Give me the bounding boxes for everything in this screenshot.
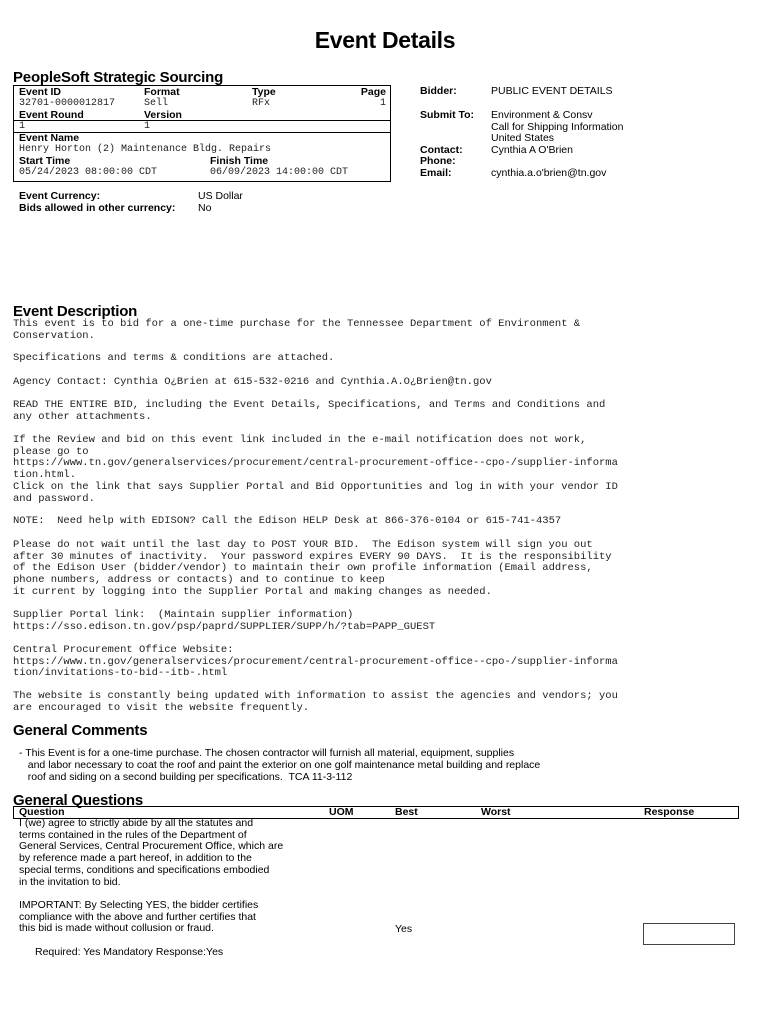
submit-to-label: Submit To: — [420, 109, 475, 121]
contact-label: Contact: — [420, 144, 463, 156]
event-name-label: Event Name — [19, 132, 80, 144]
description-paragraph: The website is constantly being updated with information to assist the agencies and vendors; you are encouraged to visit the website frequently. — [13, 690, 618, 714]
finish-time-label: Finish Time — [210, 155, 269, 167]
description-paragraph: NOTE: Need help with EDISON? Call the Edison HELP Desk at 866-376-0104 or 615-741-4357 — [13, 515, 562, 527]
worst-column-header: Worst — [481, 806, 511, 818]
event-id-label: Event ID — [19, 86, 62, 98]
best-value: Yes — [395, 923, 413, 935]
finish-time-value: 06/09/2023 14:00:00 CDT — [210, 167, 349, 178]
version-label: Version — [144, 109, 182, 121]
bidder-value: PUBLIC EVENT DETAILS — [491, 85, 613, 97]
format-label: Format — [144, 86, 180, 98]
description-paragraph: Please do not wait until the last day to POST YOUR BID. The Edison system will sign you out after 30 minutes of inactivity. Your password expires EVERY 90 DAYS. It is the responsibility of the Edison User (bidder/vendor) to maintain their own profile information (Email address, phone numbers, address or contacts) and to continue to keep it current by logging into the Supplier Portal and making changes as needed. — [13, 539, 612, 598]
event-name-value: Henry Horton (2) Maintenance Bldg. Repairs — [19, 144, 272, 155]
response-column-header: Response — [644, 806, 695, 818]
description-paragraph: Agency Contact: Cynthia O¿Brien at 615-532-0216 and Cynthia.A.O¿Brien@tn.gov — [13, 376, 492, 388]
currency-value: US Dollar — [198, 190, 243, 202]
event-id-value: 32701-0000012817 — [19, 98, 116, 109]
type-label: Type — [252, 86, 276, 98]
page-title: Event Details — [314, 27, 456, 53]
bidder-label: Bidder: — [420, 85, 457, 97]
best-column-header: Best — [395, 806, 418, 818]
format-value: Sell — [144, 98, 169, 109]
question-text: I (we) agree to strictly abide by all the statutes and terms contained in the rules of the Department of General Services, Central Procurement Office, which are by reference made a part hereof, in addition to the special terms, conditions and specifications embodied in the invitation to bid. IMPORTANT: By Selecting YES, the bidder certifies compliance with the above and further certifies that this bid is made without collusion or fraud. — [19, 817, 284, 935]
uom-column-header: UOM — [329, 806, 354, 818]
email-value: cynthia.a.o'brien@tn.gov — [491, 167, 607, 179]
response-input[interactable] — [643, 923, 735, 945]
description-paragraph: Central Procurement Office Website: https://www.tn.gov/generalservices/procurement/central-procurement-office--cpo-/supplier-informa tion/invitations-to-bid--itb-.html — [13, 644, 618, 680]
email-label: Email: — [420, 167, 452, 179]
other-currency-value: No — [198, 202, 212, 214]
phone-label: Phone: — [420, 155, 456, 167]
event-round-label: Event Round — [19, 109, 84, 121]
page-value: 1 — [379, 98, 386, 109]
event-description-heading: Event Description — [13, 303, 138, 320]
page-label: Page — [360, 86, 386, 98]
description-paragraph: If the Review and bid on this event link included in the e-mail notification does not work, please go to https://www.tn.gov/generalservices/procurement/central-procurement-office--cpo-/supplier-informa tion.html. Click on the link that says Supplier Portal and Bid Opportunities and log in with your vendor ID and password. — [13, 434, 618, 505]
required-text: Required: Yes Mandatory Response:Yes — [35, 946, 224, 958]
start-time-label: Start Time — [19, 155, 71, 167]
submit-line: Environment & Consv — [491, 109, 593, 121]
question-column-header: Question — [19, 806, 65, 818]
other-currency-label: Bids allowed in other currency: — [19, 202, 176, 214]
event-round-value: 1 — [19, 121, 26, 132]
description-paragraph: Supplier Portal link: (Maintain supplier information) https://sso.edison.tn.gov/psp/paprd/SUPPLIER/SUPP/h/?tab=PAPP_GUEST — [13, 609, 436, 633]
submit-line: Cynthia A O'Brien — [491, 144, 573, 156]
submit-line: United States — [491, 132, 555, 144]
general-comments-heading: General Comments — [13, 722, 148, 739]
general-comments-text: - This Event is for a one-time purchase. The chosen contractor will furnish all material, equipment, supplies and labor necessary to coat the roof and paint the exterior on one golf maintenance metal building and replace roof and siding on a second building per specifications. TCA 11-3-112 — [19, 747, 541, 783]
org-heading: PeopleSoft Strategic Sourcing — [13, 69, 224, 86]
start-time-value: 05/24/2023 08:00:00 CDT — [19, 167, 158, 178]
type-value: RFx — [252, 98, 271, 109]
description-paragraph: This event is to bid for a one-time purchase for the Tennessee Department of Environment & Conservation. — [13, 318, 581, 342]
currency-label: Event Currency: — [19, 190, 101, 202]
submit-line: Call for Shipping Information — [491, 121, 624, 133]
version-value: 1 — [144, 121, 151, 132]
description-paragraph: READ THE ENTIRE BID, including the Event Details, Specifications, and Terms and Conditions and any other attachments. — [13, 399, 606, 423]
description-paragraph: Specifications and terms & conditions are attached. — [13, 352, 335, 364]
general-questions-heading: General Questions — [13, 792, 143, 809]
